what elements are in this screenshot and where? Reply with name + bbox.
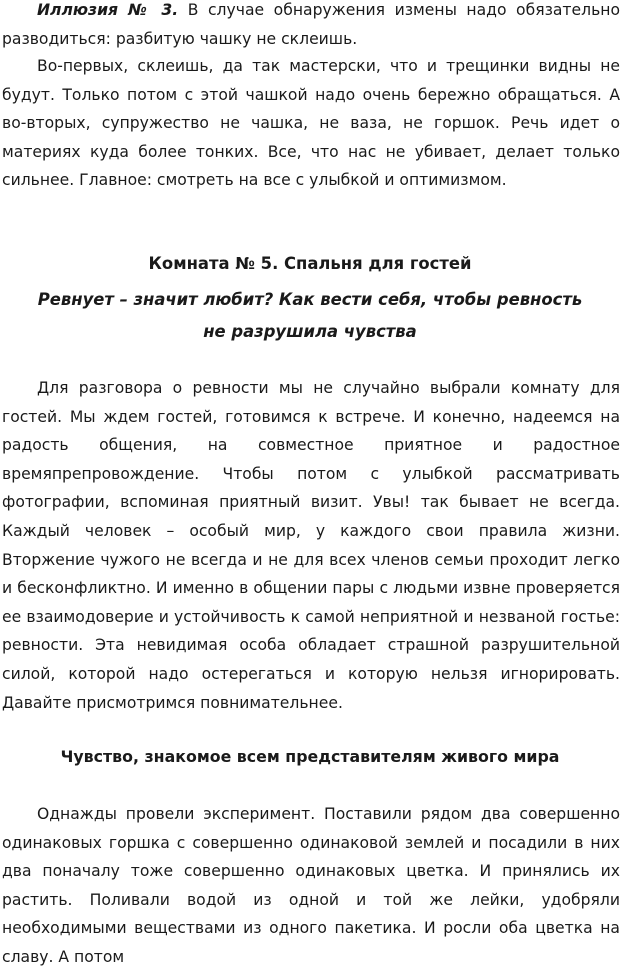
illusion-label: Иллюзия № 3. xyxy=(37,1,179,19)
paragraph-illusion-3 xyxy=(2,0,620,53)
illusion-text: В случае обнаружения измены надо обязательно разводиться: разбитую чашку не склеишь. xyxy=(2,1,620,48)
section-heading: Чувство, знакомое всем представителям живого мира xyxy=(60,747,560,766)
room-heading: Комната № 5. Спальня для гостей xyxy=(148,254,472,273)
paragraph-experiment: Однажды провели эксперимент. Поставили рядом два совершенно одинаковых горшка с совершенно одинаковой землей и посадили в них два поначалу тоже совершенно одинаковых цветка. И принялись их растить. Поливали водой из одной и той же лейки, удобряли необходимыми веществами из одного пакетика. И росли оба цветка на славу. А потом xyxy=(2,805,620,966)
room-subtitle-line2: не разрушила чувства xyxy=(203,322,417,341)
room-subtitle-line1: Ревнует – значит любит? Как вести себя, чтобы ревность xyxy=(37,290,583,309)
room-subtitle xyxy=(0,284,620,348)
paragraph-firstly: Во-первых, склеишь, да так мастерски, что и трещинки видны не будут. Только потом с этой чашкой надо очень бережно обращаться. А во-вторых, супружество не чашка, не ваза, не горшок. Речь идет о материях куда более тонких. Все, что нас не убивает, делает только сильнее. Главное: смотреть на все с улыбкой и оптимизмом. xyxy=(2,57,620,190)
paragraph-jealousy-intro: Для разговора о ревности мы не случайно выбрали комнату для гостей. Мы ждем гостей, готовимся к встрече. И конечно, надеемся на радость общения, на совместное приятное и радостное времяпрепровождение. Чтобы потом с улыбкой рассматривать фотографии, вспоминая приятный визит. Увы! так бывает не всегда. Каждый человек – особый мир, у каждого свои правила жизни. Вторжение чужого не всегда и не для всех членов семьи проходит легко и бесконфликтно. И именно в общении пары с людьми извне проверяется ее взаимодоверие и устойчивость к самой неприятной и незваной гостье: ревности. Эта невидимая особа обладает страшной разрушительной силой, которой надо остерегаться и которую нельзя игнорировать. Давайте присмотримся повнимательнее. xyxy=(2,379,620,712)
